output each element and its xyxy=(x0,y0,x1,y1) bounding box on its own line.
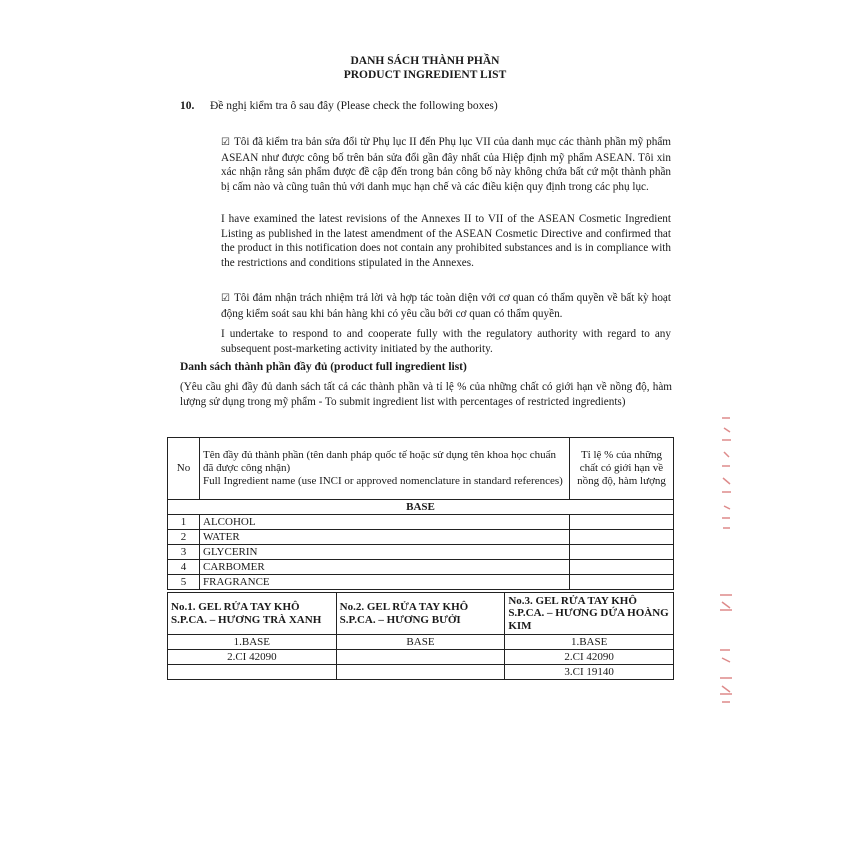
table-row: 5 FRAGRANCE xyxy=(168,575,674,590)
paragraph-undertake-vi: ☑ Tôi đảm nhận trách nhiệm trả lời và hợp tác toàn diện với cơ quan có thẩm quyền về bất kỳ hoạt động kiểm soát sau khi bán hàng khi có yêu cầu bởi cơ quan có thẩm quyền. xyxy=(221,292,671,320)
variant-header-row xyxy=(168,593,674,635)
paragraph-declaration-vi: ☑ Tôi đã kiểm tra bản sửa đổi từ Phụ lục II đến Phụ lục VII của danh mục các thành phần mỹ phẩm ASEAN như được công bố trên bản sửa đổi gần đây nhất của Hiệp định mỹ phẩm ASEAN. Tôi xin xác nhận rằng sản phẩm được đề cập đến trong bản công bố này không chứa bất cứ một thành phần bị cấm nào và cũng tuân thủ với danh mục hạn chế và các điều kiện quy định trong các phụ lục. xyxy=(221,136,671,193)
table-row: 4 CARBOMER xyxy=(168,560,674,575)
item-number: 10. xyxy=(180,100,195,112)
table-header-row xyxy=(168,438,674,500)
variant-header-2: No.2. GEL RỬA TAY KHÔ S.P.CA. – HƯƠNG BƯỞI xyxy=(336,593,505,635)
header-percentage: Tỉ lệ % của những chất có giới hạn về nồng độ, hàm lượng xyxy=(570,438,674,500)
item-text: Đề nghị kiểm tra ô sau đây (Please check the following boxes) xyxy=(210,100,498,112)
header-no: No xyxy=(168,438,200,500)
base-row xyxy=(168,500,674,515)
title-english: PRODUCT INGREDIENT LIST xyxy=(343,69,507,81)
ingredient-section-note: (Yêu cầu ghi đầy đủ danh sách tất cả các thành phần và tỉ lệ % của những chất có giới hạn về nồng độ, hàm lượng sử dụng trong mỹ phẩm - To submit ingredient list with percentages of restricted ingredients) xyxy=(180,381,672,408)
variant-header-1: No.1. GEL RỬA TAY KHÔ S.P.CA. – HƯƠNG TRÀ XANH xyxy=(168,593,337,635)
checkbox-checked-icon: ☑ xyxy=(221,137,230,148)
table-row: 3.CI 19140 xyxy=(168,665,674,680)
variant-table xyxy=(167,592,674,680)
seal-stamp-marks xyxy=(712,410,742,710)
table-row: 1 ALCOHOL xyxy=(168,515,674,530)
table-row: 1.BASE BASE 1.BASE xyxy=(168,635,674,650)
paragraph-undertake-en: I undertake to respond to and cooperate fully with the regulatory authority with regard to any subsequent post-marketing activity initiated by the authority. xyxy=(221,328,671,355)
ingredient-section-heading: Danh sách thành phần đầy đủ (product full ingredient list) xyxy=(180,361,467,373)
paragraph-declaration-en: I have examined the latest revisions of the Annexes II to VII of the ASEAN Cosmetic Ingredient Listing as published in the latest amendment of the ASEAN Cosmetic Directive and confirmed that the product in this notification does not contain any prohibited substances and is in compliance with the restrictions and conditions stipulated in the Annexes. xyxy=(221,213,671,269)
table-row: 2 WATER xyxy=(168,530,674,545)
table-row: 3 GLYCERIN xyxy=(168,545,674,560)
checkbox-checked-icon: ☑ xyxy=(221,293,230,304)
item-10 xyxy=(180,100,498,112)
table-row: 2.CI 42090 2.CI 42090 xyxy=(168,650,674,665)
variant-header-3: No.3. GEL RỬA TAY KHÔ S.P.CA. – HƯƠNG DỨA HOÀNG KIM xyxy=(505,593,674,635)
base-label: BASE xyxy=(168,500,674,515)
header-ingredient-name: Tên đầy đủ thành phần (tên danh pháp quốc tế hoặc sử dụng tên khoa học chuẩn đã được công nhận) Full Ingredient name (use INCI or approved nomenclature in standard references) xyxy=(200,438,570,500)
ingredient-table xyxy=(167,437,674,590)
title-vietnamese: DANH SÁCH THÀNH PHẦN xyxy=(350,55,500,67)
